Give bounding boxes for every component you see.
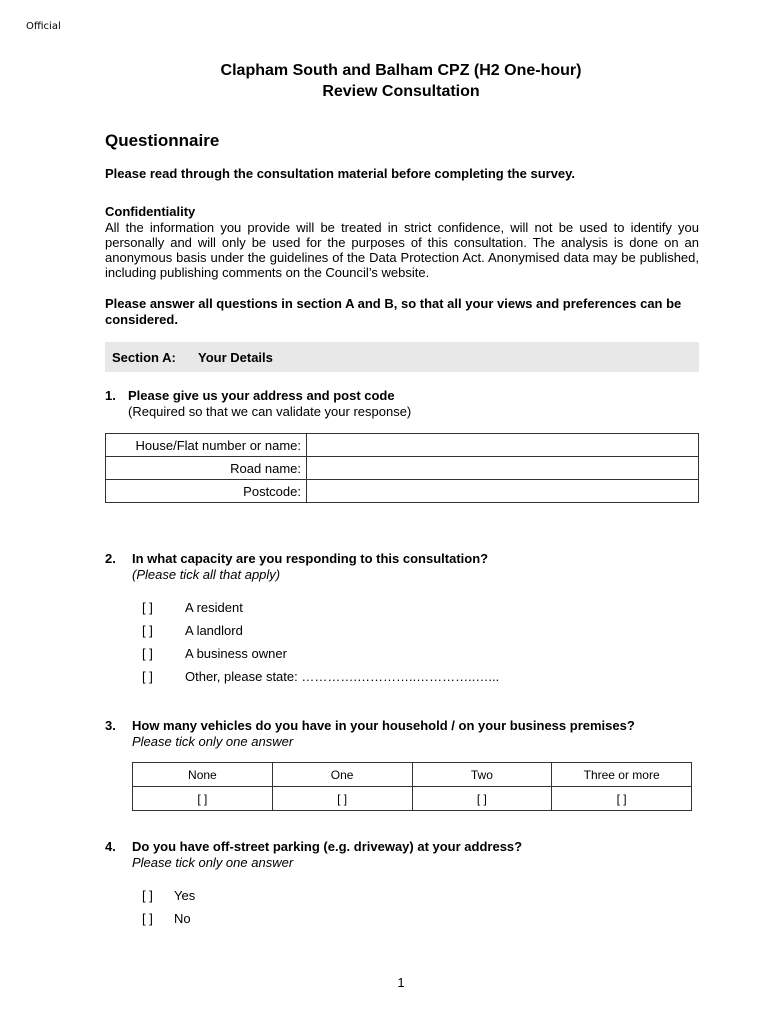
column-header: None (133, 763, 273, 787)
address-field-label: House/Flat number or name: (106, 434, 307, 457)
instruction-text: Please answer all questions in section A and B, so that all your views and preferences can be considered. (105, 296, 682, 327)
q2-option-business-owner (142, 646, 642, 662)
page-number: 1 (397, 975, 405, 990)
checkbox-two[interactable]: [ ] (412, 787, 552, 811)
table-header-row (133, 763, 692, 787)
q2-option-other (142, 669, 642, 685)
q3-text: How many vehicles do you have in your household / on your business premises? (132, 718, 635, 733)
q1-number: 1. (105, 388, 116, 403)
address-row (106, 480, 699, 503)
q1-text: Please give us your address and post code (128, 388, 395, 403)
address-table (105, 433, 699, 503)
option-label: Yes (174, 888, 196, 903)
checkbox[interactable]: [ ] (142, 623, 153, 638)
checkbox-one[interactable]: [ ] (272, 787, 412, 811)
q2-text: In what capacity are you responding to this consultation? (132, 551, 489, 566)
page-heading: Questionnaire (105, 131, 220, 150)
confidentiality-label: Confidentiality (105, 204, 196, 219)
intro-text: Please read through the consultation material before completing the survey. (105, 166, 576, 181)
address-field-label: Postcode: (106, 480, 307, 503)
section-a-title: Your Details (198, 350, 273, 365)
option-label: A resident (185, 600, 243, 615)
checkbox[interactable]: [ ] (142, 911, 153, 926)
address-row (106, 457, 699, 480)
q4-text: Do you have off-street parking (e.g. driveway) at your address? (132, 839, 523, 854)
option-label: No (174, 911, 191, 926)
checkbox[interactable]: [ ] (142, 600, 153, 615)
checkbox[interactable]: [ ] (142, 646, 153, 661)
q2-option-landlord (142, 623, 642, 639)
column-header: Two (412, 763, 552, 787)
address-row (106, 434, 699, 457)
q2-number: 2. (105, 551, 116, 566)
q4-subtext: Please tick only one answer (132, 855, 294, 870)
q1-subtext: (Required so that we can validate your response) (128, 404, 412, 419)
q4-number: 4. (105, 839, 116, 854)
vehicle-count-table (132, 762, 692, 811)
postcode-field[interactable] (307, 480, 699, 503)
table-row (133, 787, 692, 811)
column-header: Three or more (552, 763, 692, 787)
option-label: A business owner (185, 646, 287, 661)
option-label: Other, please state: ………….…………..…………..…... (185, 669, 500, 684)
checkbox[interactable]: [ ] (142, 888, 153, 903)
q2-option-resident (142, 600, 642, 616)
address-field-label: Road name: (106, 457, 307, 480)
confidentiality-text: All the information you provide will be treated in strict confidence, will not be used to identify you personally and will only be used for the purposes of this consultation. The analysis is done on an anonymous basis under the guidelines of the Data Protection Act. Anonymised data may be published, including publishing comments on the Council’s website. (105, 220, 699, 280)
document-marking: Official (26, 21, 61, 32)
q3-subtext: Please tick only one answer (132, 734, 294, 749)
document-title-line1: Clapham South and Balham CPZ (H2 One-hour) (220, 62, 582, 79)
section-a-bar (105, 342, 699, 372)
option-label: A landlord (185, 623, 243, 638)
column-header: One (272, 763, 412, 787)
checkbox-three-or-more[interactable]: [ ] (552, 787, 692, 811)
q4-option-yes (142, 888, 342, 904)
q2-subtext: (Please tick all that apply) (132, 567, 281, 582)
checkbox-none[interactable]: [ ] (133, 787, 273, 811)
checkbox[interactable]: [ ] (142, 669, 153, 684)
house-number-field[interactable] (307, 434, 699, 457)
section-a-label: Section A: (112, 350, 176, 365)
q4-option-no (142, 911, 342, 927)
road-name-field[interactable] (307, 457, 699, 480)
q3-number: 3. (105, 718, 116, 733)
document-title-line2: Review Consultation (322, 83, 480, 100)
